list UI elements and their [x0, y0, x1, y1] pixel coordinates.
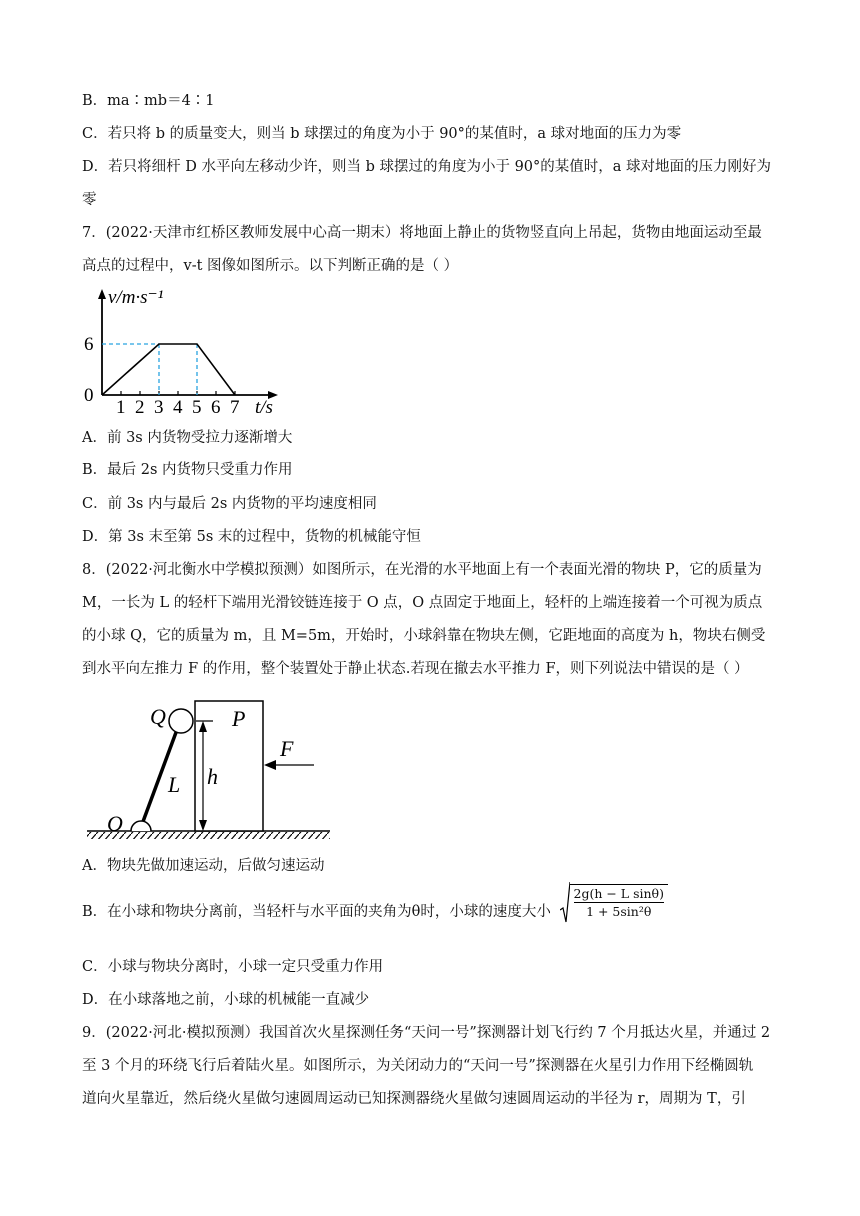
q7-option-d: D．第 3s 末至第 5s 末的过程中，货物的机械能守恒 — [82, 529, 421, 545]
x-tick-label: 4 — [173, 397, 183, 418]
q6-option-d-line1: D．若只将细杆 D 水平向左移动少许，则当 b 球摆过的角度为小于 90°的某值时，a 球对地面的压力刚好为 — [82, 159, 772, 175]
q8-option-b — [82, 886, 664, 922]
q7-option-c: C．前 3s 内与最后 2s 内货物的平均速度相同 — [82, 496, 377, 512]
formula-numerator: 2g(h − L sinθ) — [573, 886, 664, 901]
y-axis-label: v/m·s⁻¹ — [108, 287, 164, 308]
x-tick-label: 5 — [192, 397, 202, 418]
q9-stem-line3: 道向火星靠近，然后绕火星做匀速圆周运动已知探测器绕火星做匀速圆周运动的半径为 r，周期为 T，引 — [82, 1091, 746, 1107]
q8-option-d: D．在小球落地之前，小球的机械能一直减少 — [82, 992, 370, 1008]
q8-option-b-text: B．在小球和物块分离前，当轻杆与水平面的夹角为θ时，小球的速度大小 — [82, 904, 551, 920]
q8-option-a: A．物块先做加速运动，后做匀速运动 — [82, 858, 325, 874]
x-tick-label: 7 — [230, 397, 240, 418]
sqrt-formula — [560, 886, 664, 922]
label-o: O — [107, 811, 123, 836]
q8-stem-line3: 的小球 Q，它的质量为 m，且 M=5m，开始时，小球斜靠在物块左侧，它距地面的高度为 h，物块右侧受 — [82, 628, 766, 644]
hinge-o — [131, 821, 151, 831]
q6-option-b: B．ma∶mb＝4∶1 — [82, 93, 215, 109]
q8-stem-line4: 到水平向左推力 F 的作用，整个装置处于静止状态.若现在撤去水平推力 F，则下列说法中错误的是（ ） — [82, 661, 749, 677]
q8-option-c: C．小球与物块分离时，小球一定只受重力作用 — [82, 959, 384, 975]
force-f-arrowhead — [264, 760, 276, 770]
y-axis-arrow — [98, 289, 106, 299]
q6-option-d-line2: 零 — [82, 192, 97, 208]
x-axis-label: t/s — [255, 397, 273, 418]
origin-label: 0 — [84, 385, 94, 406]
x-tick-label: 6 — [211, 397, 221, 418]
q6-option-c: C．若只将 b 的质量变大，则当 b 球摆过的角度为小于 90°的某值时，a 球对地面的压力为零 — [82, 126, 682, 142]
formula-denominator: 1 + 5sin²θ — [586, 904, 652, 919]
q8-figure — [82, 690, 342, 840]
label-q: Q — [150, 704, 166, 729]
ball-q — [169, 709, 193, 733]
label-f: F — [280, 736, 294, 761]
sqrt-sign — [560, 880, 570, 924]
x-tick-label: 2 — [135, 397, 145, 418]
y-tick-label: 6 — [84, 334, 94, 355]
x-tick-label: 3 — [154, 397, 164, 418]
q8-stem-line2: M，一长为 L 的轻杆下端用光滑铰链连接于 O 点，O 点固定于地面上，轻杆的上端连接着一个可视为质点 — [82, 595, 763, 611]
q7-option-a: A．前 3s 内货物受拉力逐渐增大 — [82, 430, 293, 446]
q7-option-b: B．最后 2s 内货物只受重力作用 — [82, 462, 293, 478]
q7-stem-line2: 高点的过程中，v-t 图像如图所示。以下判断正确的是（ ） — [82, 258, 459, 274]
label-h: h — [207, 764, 218, 789]
label-l: L — [168, 772, 181, 797]
x-tick-label: 1 — [116, 397, 126, 418]
q7-stem-line1: 7．(2022·天津市红桥区教师发展中心高一期末）将地面上静止的货物竖直向上吊起，货物由地面运动至最 — [82, 225, 762, 241]
vt-graph — [82, 285, 282, 419]
ground-hatch — [87, 832, 330, 839]
q8-stem-line1: 8．(2022·河北衡水中学模拟预测）如图所示，在光滑的水平地面上有一个表面光滑的物块 P，它的质量为 — [82, 562, 762, 578]
q9-stem-line1: 9．(2022·河北·模拟预测）我国首次火星探测任务“天问一号”探测器计划飞行约 7 个月抵达火星，并通过 2 — [82, 1025, 771, 1041]
label-p: P — [232, 706, 246, 731]
q9-stem-line2: 至 3 个月的环绕飞行后着陆火星。如图所示，为关闭动力的“天问一号”探测器在火星引力作用下经椭圆轨 — [82, 1058, 754, 1074]
vt-series-line — [102, 344, 235, 395]
